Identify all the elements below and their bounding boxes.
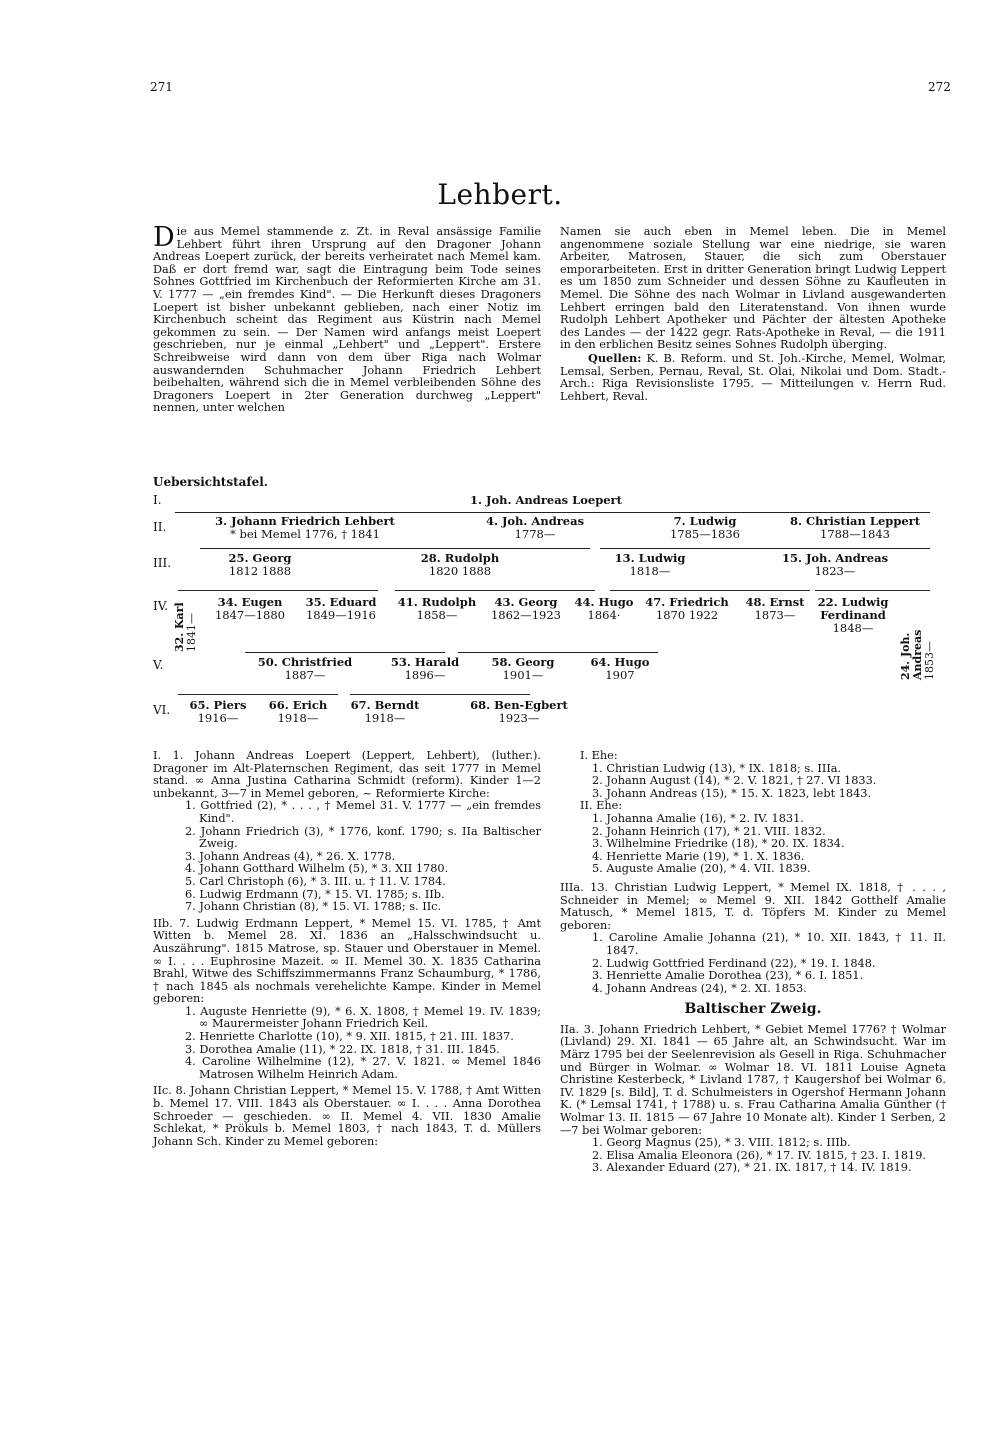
connector-line (395, 590, 595, 591)
connector-line (178, 694, 338, 695)
list-item: 2. Ludwig Gottfried Ferdinand (22), * 19. I. 1848. (592, 956, 876, 970)
tree-node: 68. Ben-Egbert 1923— (470, 698, 568, 725)
list-item: 2. Johann Friedrich (3), * 1776, konf. 1790; s. IIa Baltischer Zweig. (185, 824, 541, 851)
connector-line (610, 590, 810, 591)
entry-paragraph: IIIa. 13. Christian Ludwig Leppert, * Memel IX. 1818, † . . . , Schneider in Memel; ∞ Memel 9. XII. 1842 Gotthelf Amalie Matusch, * Memel 1815, T. d. Töpfers M. Kinder zu Memel geboren: (560, 880, 946, 932)
connector-line (175, 512, 930, 513)
intro-right-text: Namen sie auch eben in Memel leben. Die in Memel angenommene soziale Stellung war eine niedrige, sie waren Arbeiter, Matrosen, Stauer, die sich zum Oberstauer emporarbeiteten. Erst in dritter Generation bringt Ludwig Leppert es um 1850 zum Schneider und dessen Söhne zu Kaufleuten in Memel. Die Söhne des nach Wolmar in Livland ausgewanderten Lehbert erringen bald den Literatenstand. Von ihnen wurde Rudolph Lehbert Apotheker und Pächter der ältesten Apotheke des Landes — der 1422 gegr. Rats-Apotheke in Reval, — die 1911 in den erblichen Besitz seines Sohnes Rudolph überging. (560, 225, 946, 352)
list-item: 2. Elisa Amalia Eleonora (26), * 17. IV. 1815, † 23. I. 1819. (592, 1148, 926, 1162)
connector-line (458, 652, 658, 653)
list-item: 2. Johann Heinrich (17), * 21. VIII. 1832. (592, 824, 826, 838)
intro-left-text: ie aus Memel stammende z. Zt. in Reval ansässige Familie Lehbert führt ihren Ursprung auf den Dragoner Johann Andreas Loepert zurück, der bereits verheiratet nach Memel kam. Daß er dort fremd war, sagt die Eintragung beim Tode seines Sohnes Gottfried im Kirchenbuch der Reformierten Kirche am 31. V. 1777 — „ein fremdes Kind". — Die Herkunft dieses Dragoners Loepert ist bisher unbekannt geblieben, nach einer Notiz im Kirchenbuch scheint das Regiment aus Küstrin nach Memel gekommen zu sein. — Der Namen wird anfangs meist Loepert geschrieben, nur je einmal „Lehbert" und „Leppert". Erstere Schreibweise wird dann von dem über Riga nach Wolmar auswandernden Schuhmacher Johann Friedrich Lehbert beibehalten, während sich die in Memel verbleibenden Söhne des Dragoners Loepert in 2ter Generation durchweg „Leppert" nennen, unter welchen (153, 225, 541, 415)
entries-right-column (560, 750, 946, 1175)
entry-paragraph: IIb. 7. Ludwig Erdmann Leppert, * Memel 15. VI. 1785, † Amt Witten b. Memel 28. XI. 1836 an „Halsschwindsucht u. Auszährung". 1815 Matrose, sp. Stauer und Oberstauer in Memel. ∞ I. . . . Euphrosine Mazeit. ∞ II. Memel 30. X. 1835 Catharina Brahl, Witwe des Schiffszimmermanns Franz Schaumburg, * 1786, † nach 1845 als nochmals verehelichte Kampe. Kinder in Memel geboren: (153, 916, 541, 1006)
tree-node: 65. Piers 1916— (189, 698, 247, 725)
page-number-right: 272 (928, 80, 951, 94)
tree-node: 64. Hugo 1907 (590, 655, 650, 682)
list-item: 1. Christian Ludwig (13), * IX. 1818; s. IIIa. (592, 761, 842, 775)
list-item: 1. Auguste Henriette (9), * 6. X. 1808, † Memel 19. IV. 1839; ∞ Maurermeister Johann Friedrich Keil. (185, 1004, 541, 1031)
tree-node: 50. Christfried 1887— (257, 655, 353, 682)
list-item: 1. Georg Magnus (25), * 3. VIII. 1812; s. IIIb. (592, 1136, 851, 1150)
level-label-1: I. (153, 493, 162, 507)
tree-node: 15. Joh. Andreas 1823— (781, 551, 889, 578)
tree-node: 3. Johann Friedrich Lehbert * bei Memel 1776, † 1841 (215, 514, 395, 541)
drop-cap: D (153, 222, 175, 253)
tree-heading: Uebersichtstafel. (153, 475, 268, 489)
list-item: 4. Johann Andreas (24), * 2. XI. 1853. (592, 981, 807, 995)
list-item: 4. Johann Gotthard Wilhelm (5), * 3. XII 1780. (185, 862, 449, 876)
list-item: 3. Johann Andreas (15), * 15. X. 1823, lebt 1843. (592, 786, 872, 800)
list-item: 6. Ludwig Erdmann (7), * 15. VI. 1785; s. IIb. (185, 887, 445, 901)
list-item: 3. Dorothea Amalie (11), * 22. IX. 1818, † 31. III. 1845. (185, 1042, 500, 1056)
tree-node: 13. Ludwig 1818— (614, 551, 686, 578)
tree-node: 22. Ludwig Ferdinand 1848— (817, 595, 889, 635)
list-item: 3. Henriette Amalie Dorothea (23), * 6. I. 1851. (592, 969, 864, 983)
tree-node: 44. Hugo 1864· (574, 595, 634, 622)
sources-label: Quellen: (588, 350, 642, 365)
list-item: 3. Wilhelmine Friedrike (18), * 20. IX. 1834. (592, 837, 845, 851)
tree-node: 28. Rudolph 1820 1888 (420, 551, 500, 578)
tree-node: 66. Erich 1918— (268, 698, 328, 725)
entry-paragraph: I. 1. Johann Andreas Loepert (Leppert, Lehbert), (luther.). Dragoner im Alt-Platernschen Regiment, das seit 1777 in Memel stand. ∞ Anna Justina Catharina Schmidt (reform). Kinder 1—2 unbekannt, 3—7 in Memel geboren, ~ Reformierte Kirche: (153, 749, 541, 800)
tree-node: 8. Christian Leppert 1788—1843 (789, 514, 921, 541)
sources-text: K. B. Reform. und St. Joh.-Kirche, Memel, Wolmar, Lemsal, Serben, Pernau, Reval, St. Olai, Nikolai und Dom. Stadt.-Arch.: Riga Revisionsliste 1795. — Mitteilungen v. Herrn Rud. Lehbert, Reval. (560, 351, 946, 403)
entry-paragraph: IIc. 8. Johann Christian Leppert, * Memel 15. V. 1788, † Amt Witten b. Memel 17. VIII. 1843 als Oberstauer. ∞ I. . . . Anna Dorothea Schroeder — geschieden. ∞ II. Memel 4. VII. 1830 Amalie Schlekat, * Prökuls b. Memel 1803, † nach 1843, T. d. Müllers Johann Sch. Kinder zu Memel geboren: (153, 1084, 541, 1148)
tree-node: 35. Eduard 1849—1916 (305, 595, 377, 622)
list-item: 4. Henriette Marie (19), * 1. X. 1836. (592, 849, 805, 863)
list-item: 4. Caroline Wilhelmine (12), * 27. V. 1821. ∞ Memel 1846 Matrosen Wilhelm Heinrich Adam. (185, 1055, 541, 1081)
level-label-4: IV. (153, 599, 169, 613)
tree-node: 41. Rudolph 1858— (397, 595, 477, 622)
list-item: 3. Johann Andreas (4), * 26. X. 1778. (185, 849, 396, 863)
list-item: 2. Henriette Charlotte (10), * 9. XII. 1815, † 21. III. 1837. (185, 1030, 514, 1044)
list-item: 3. Alexander Eduard (27), * 21. IX. 1817, † 14. IV. 1819. (592, 1161, 912, 1175)
list-item: 5. Carl Christoph (6), * 3. III. u. † 11. V. 1784. (185, 874, 446, 888)
connector-line (245, 652, 445, 653)
list-item: 1. Johanna Amalie (16), * 2. IV. 1831. (592, 811, 804, 825)
tree-node: 53. Harald 1896— (390, 655, 460, 682)
tree-node: 25. Georg 1812 1888 (228, 551, 292, 578)
tree-node: 58. Georg 1901— (491, 655, 555, 682)
entry-paragraph: IIa. 3. Johann Friedrich Lehbert, * Gebiet Memel 1776? † Wolmar (Livland) 29. XI. 1841 — 65 Jahre alt, an Schwindsucht. War im März 1795 bei der Seelenrevision als Gesell in Riga. Schuhmacher und Bürger in Wolmar. ∞ Wolmar 18. VI. 1811 Louise Agneta Christine Kesterbeck, * Livland 1787, † Kaugershof bei Wolmar 6. IV. 1829 [s. Bild], T. d. Schulmeisters in Ogershof Hermann Johann K. (* Lemsal 1741, † 1788) u. s. Frau Catharina Amalia Günther († Wolmar 13. II. 1815 — 67 Jahre 10 Monate alt). Kinder 1 Serben, 2—7 bei Wolmar geboren: (560, 1022, 946, 1137)
list-item: 2. Johann August (14), * 2. V. 1821, † 27. VI 1833. (592, 774, 877, 788)
list-item: 1. Gottfried (2), * . . . , † Memel 31. V. 1777 — „ein fremdes Kind". (185, 799, 541, 825)
tree-node-vertical: 24. Joh. Andreas 1853— (899, 629, 936, 680)
tree-node: 34. Eugen 1847—1880 (214, 595, 286, 622)
level-label-6: VI. (153, 703, 171, 717)
tree-node: 67. Berndt 1918— (350, 698, 420, 725)
list-item: 1. Caroline Amalie Johanna (21), * 10. XII. 1843, † 11. II. 1847. (592, 931, 946, 957)
section-heading: Baltischer Zweig. (684, 1001, 822, 1018)
tree-node: 43. Georg 1862—1923 (490, 595, 562, 622)
tree-node: 7. Ludwig 1785—1836 (669, 514, 741, 541)
connector-line (178, 590, 378, 591)
list-item: 7. Johann Christian (8), * 15. VI. 1788; s. IIc. (185, 900, 442, 914)
list-item: 5. Auguste Amalie (20), * 4. VII. 1839. (592, 862, 811, 876)
ehe-label: II. Ehe: (580, 799, 623, 813)
connector-line (200, 548, 590, 549)
tree-node: 48. Ernst 1873— (745, 595, 805, 622)
tree-node: 4. Joh. Andreas 1778— (485, 514, 585, 541)
tree-node: 1. Joh. Andreas Loepert (470, 493, 622, 507)
tree-node-vertical: 32. Karl 1841— (173, 602, 198, 652)
ehe-label: I. Ehe: (580, 749, 618, 762)
entries-left-column (153, 750, 541, 1148)
tree-node: 47. Friedrich 1870 1922 (645, 595, 729, 622)
page-title: Lehbert. (437, 178, 563, 211)
level-label-5: V. (153, 658, 164, 672)
page-number-left: 271 (150, 80, 173, 94)
connector-line (600, 548, 930, 549)
level-label-3: III. (153, 556, 172, 570)
level-label-2: II. (153, 520, 167, 534)
connector-line (350, 694, 530, 695)
